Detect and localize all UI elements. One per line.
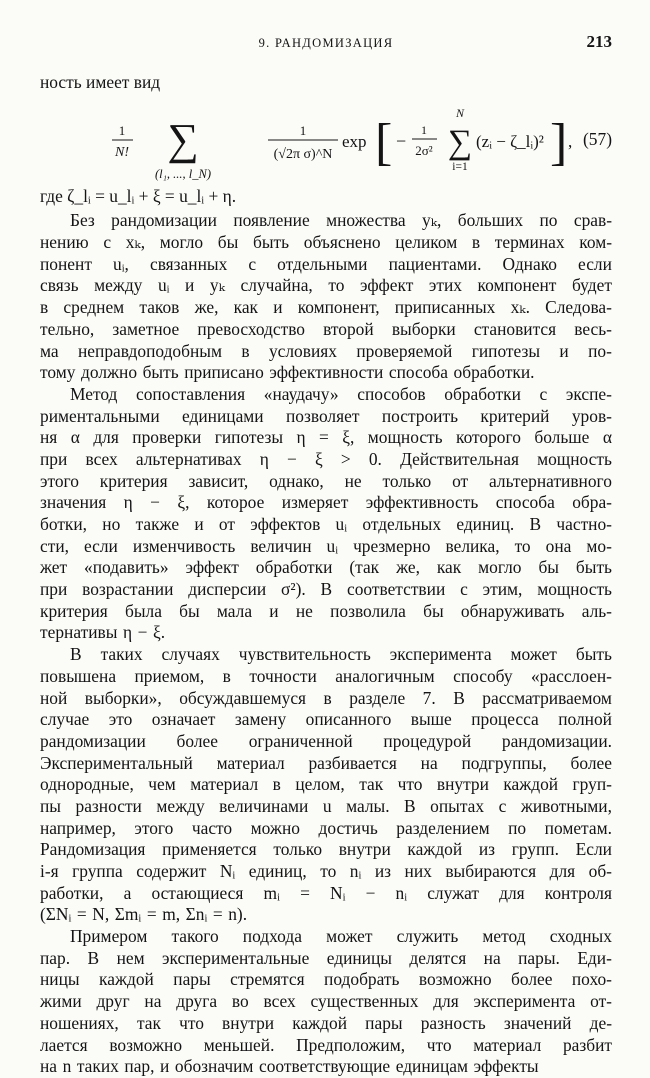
frac3-denominator: 2σ² [415,142,433,158]
text-line: лается возможно меньшей. Предположим, что материал разбит [40,1034,612,1055]
text-line: понент uᵢ, связанных с отдельными пациентами. Однако если [40,253,612,274]
formula-svg [40,96,612,186]
left-bracket: [ [375,113,393,171]
text-line: критерия была бы мала и не позволила бы обнаруживать аль- [40,600,612,621]
text-line: тернативы η − ξ. [40,622,166,643]
frac1-numerator: 1 [118,122,126,138]
text-line: однородные, чем материал в целом, так что внутри каждой груп- [40,774,612,795]
text-line: повышена приемом, в точности аналогичным способу «расслоен- [40,665,612,686]
text-line: риментальными единицами позволяет построить критерий уров- [40,405,612,426]
inner-term: (zᵢ − ζ_lᵢ)² [476,131,544,151]
intro-text: ность имеет вид [40,72,161,92]
minus-sign: − [396,130,407,151]
text-line: рандомизации более ограниченной процедурой рандомизации. [40,730,612,751]
inner-sum-symbol: ∑ [447,123,473,161]
text-line: связь между uᵢ и yₖ случайна, то эффект этих компонент будет [40,275,612,296]
text-line: при всех альтернативах η − ξ > 0. Действительная мощность [40,448,612,469]
where-text: где ζ_lᵢ = u_lᵢ + ξ = u_lᵢ + η. [40,185,237,206]
text-line: этого критерия зависит, однако, не только от альтернативного [40,470,612,491]
text-line: в среднем таков же, как и компонент, приписанных xₖ. Следова- [40,297,612,318]
text-line: ницы каждой пары стремятся подобрать возможно более похо- [40,969,612,990]
formula-57 [40,96,612,186]
paragraphs [40,210,612,1078]
text-line: ня α для проверки гипотезы η = ξ, мощность которого больше α [40,427,612,448]
page-number: 213 [586,32,612,51]
text-line: (ΣNᵢ = N, Σmᵢ = m, Σnᵢ = n). [40,904,248,925]
text-line: пы разности между величинами u малы. В опытах с животными, [40,795,612,816]
inner-sum-bottom: i=1 [452,160,468,173]
text-line: Без рандомизации появление множества yₖ, больших по срав- [70,210,612,231]
where-line [40,186,612,208]
text-line: на n таких пар, и обозначим соответствующие единицам эффекты [40,1056,539,1077]
text-line: случае это означает замену описанного выше процесса полной [40,709,612,730]
text-line: тому должно быть приписано эффективности способа обработки. [40,362,535,383]
text-line: значения η − ξ, которое измеряет эффективность способа обра- [40,492,612,513]
text-line: i-я группа содержит Nᵢ единиц, то nᵢ из них выбираются для об- [40,861,612,881]
formula-label: (57) [583,128,612,149]
text-line: жет «подавить» эффект обработки (так же, как могло бы быть [40,557,612,578]
right-bracket: ] [550,113,568,171]
exp-symbol: exp [342,131,367,151]
text-line: Экспериментальный материал разбивается на подгруппы, более [40,752,612,773]
text-line: например, этого часто можно достичь разделением по пометам. [40,817,612,838]
text-line: Рандомизация применяется только внутри каждой из групп. Если [40,839,612,860]
text-line: нению с xₖ, могло бы быть объяснено целиком в терминах ком- [40,232,612,253]
sum-symbol: ∑ [167,114,199,164]
frac2-numerator: 1 [299,122,307,138]
text-line: Примером такого подхода может служить метод сходных [70,926,612,947]
text-line: работки, а остающиеся mᵢ = Nᵢ − nᵢ служат для контроля [40,882,612,903]
text-line: пар. В нем экспериментальные единицы делятся на пары. Еди- [40,947,612,968]
running-title: 9. РАНДОМИЗАЦИЯ [258,36,394,50]
text-line: Метод сопоставления «наудачу» способов обработки с экспе- [70,383,612,404]
intro-line [40,72,612,94]
text-line: ношениях, так что внутри каждой пары разность значений де- [40,1012,612,1033]
frac3-numerator: 1 [421,122,427,137]
page-body [40,72,612,1078]
frac2-denominator: (√2π σ)^N [273,146,333,162]
text-line: ма неправдоподобным в условиях проверяемой гипотезы и по- [40,340,612,361]
text-line: ной выборки», обсуждавшемуся в разделе 7. В рассматриваемом [40,687,612,708]
text-line: ботки, но также и от эффектов uᵢ отдельных единиц. В частно- [40,514,612,534]
sum-index: (l₁, ..., l_N) [154,166,212,181]
text-line: сти, если изменчивость величин uᵢ чрезмерно велика, то она мо- [40,535,612,556]
frac1-denominator: N! [115,144,129,160]
page-header [40,30,612,54]
text-line: тельно, заметное превосходство второй выборки становится весь- [40,318,612,339]
text-line: жими друг на друга во всех существенных для эксперимента от- [40,991,612,1012]
formula-comma: , [568,131,573,151]
text-line: В таких случаях чувствительность эксперимента может быть [70,644,612,665]
inner-sum-top: N [455,105,465,120]
text-line: при возрастании дисперсии σ²). В соответствии с этим, мощность [40,579,612,600]
